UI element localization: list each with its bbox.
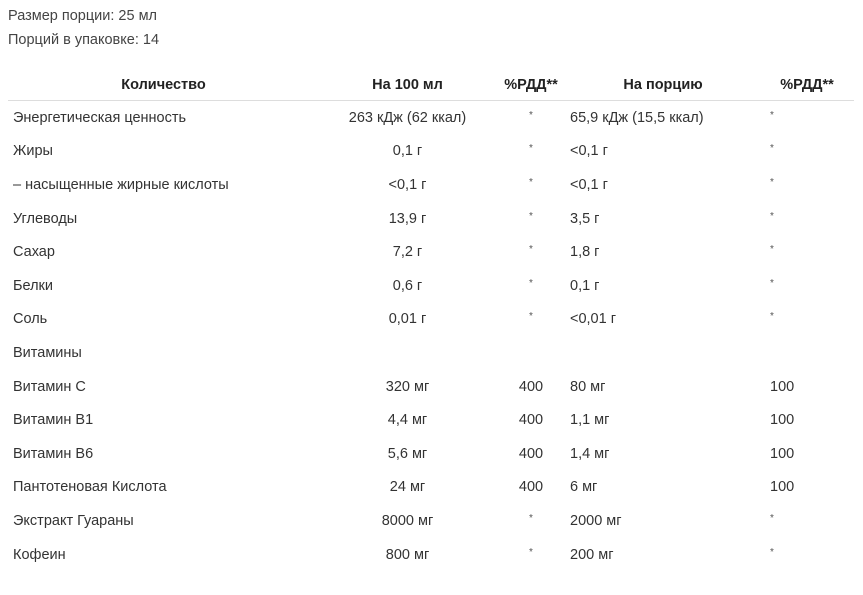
cell-per100 <box>319 336 496 370</box>
asterisk-mark: * <box>770 546 774 558</box>
cell-name: Витамин B6 <box>13 445 94 462</box>
table-row <box>8 235 854 269</box>
table-row <box>8 538 854 572</box>
cell-rdd-per100 <box>496 538 566 572</box>
cell-per100: 0,01 г <box>388 311 427 328</box>
cell-rdd-per100 <box>496 202 566 236</box>
table-row <box>8 437 854 471</box>
cell-rdd-serving <box>760 101 854 135</box>
cell-per100: 4,4 мг <box>387 412 428 429</box>
cell-rdd-serving <box>760 336 854 370</box>
cell-rdd-serving <box>760 135 854 169</box>
cell-rdd-serving <box>760 504 854 538</box>
cell-rdd-serving <box>760 269 854 303</box>
cell-rdd-per100 <box>496 168 566 202</box>
cell-rdd-serving: 100 <box>770 378 795 395</box>
table-row <box>8 303 854 337</box>
cell-per100: 263 кДж (62 ккал) <box>348 109 467 126</box>
cell-serving: <0,1 г <box>570 176 608 193</box>
cell-rdd-serving: 100 <box>770 412 795 429</box>
table-row <box>8 471 854 505</box>
cell-serving <box>566 336 760 370</box>
cell-per100: 24 мг <box>389 479 426 496</box>
cell-name: Пантотеновая Кислота <box>13 479 167 496</box>
nutrition-table <box>8 70 854 571</box>
asterisk-mark: * <box>770 512 774 524</box>
cell-per100: 0,6 г <box>392 277 423 294</box>
asterisk-mark: * <box>529 512 533 524</box>
asterisk-mark: * <box>529 311 533 323</box>
cell-rdd-per100 <box>496 135 566 169</box>
cell-name: Витамин B1 <box>13 412 94 429</box>
cell-name: Витамин C <box>13 378 86 395</box>
cell-rdd-serving <box>760 202 854 236</box>
cell-rdd-per100 <box>496 101 566 135</box>
cell-rdd-serving: 100 <box>770 445 795 462</box>
asterisk-mark: * <box>529 546 533 558</box>
cell-rdd-serving <box>760 303 854 337</box>
table-row <box>8 202 854 236</box>
column-header-rdd-per100: %РДД** <box>496 70 566 101</box>
table-row <box>8 370 854 404</box>
cell-per100: 5,6 мг <box>387 445 428 462</box>
cell-name: Экстракт Гуараны <box>13 512 134 529</box>
asterisk-mark: * <box>770 311 774 323</box>
cell-name: Витамины <box>13 344 82 361</box>
cell-serving: 65,9 кДж (15,5 ккал) <box>570 109 704 126</box>
cell-per100: <0,1 г <box>388 176 427 193</box>
cell-rdd-serving: 100 <box>770 479 795 496</box>
cell-rdd-per100 <box>496 269 566 303</box>
column-header-rdd-serving: %РДД** <box>760 70 854 101</box>
cell-serving: 80 мг <box>570 378 606 395</box>
cell-name: Белки <box>13 277 54 294</box>
asterisk-mark: * <box>770 109 774 121</box>
cell-per100: 13,9 г <box>388 210 427 227</box>
cell-serving: 1,1 мг <box>570 412 610 429</box>
cell-serving: 200 мг <box>570 546 614 563</box>
cell-name: Соль <box>13 311 48 328</box>
cell-serving: 6 мг <box>570 479 598 496</box>
table-row <box>8 168 854 202</box>
cell-serving: 1,8 г <box>570 244 600 261</box>
table-row <box>8 403 854 437</box>
serving-size: Размер порции: 25 мл <box>8 8 157 24</box>
cell-name: Сахар <box>13 244 55 261</box>
asterisk-mark: * <box>770 210 774 222</box>
cell-name: Кофеин <box>13 546 66 563</box>
cell-rdd-per100: 400 <box>518 479 544 496</box>
asterisk-mark: * <box>529 244 533 256</box>
cell-name: Углеводы <box>13 210 78 227</box>
cell-serving: <0,1 г <box>570 143 608 160</box>
column-header-name: Количество <box>8 70 319 101</box>
cell-per100: 0,1 г <box>392 143 423 160</box>
asterisk-mark: * <box>529 143 533 155</box>
cell-serving: 0,1 г <box>570 277 600 294</box>
asterisk-mark: * <box>529 277 533 289</box>
table-row <box>8 269 854 303</box>
asterisk-mark: * <box>529 109 533 121</box>
cell-rdd-per100: 400 <box>518 378 544 395</box>
table-row <box>8 504 854 538</box>
cell-serving: 2000 мг <box>570 512 622 529</box>
asterisk-mark: * <box>529 176 533 188</box>
cell-serving: 1,4 мг <box>570 445 610 462</box>
asterisk-mark: * <box>770 277 774 289</box>
cell-rdd-per100 <box>496 504 566 538</box>
cell-rdd-per100 <box>496 303 566 337</box>
table-row <box>8 135 854 169</box>
asterisk-mark: * <box>770 176 774 188</box>
cell-name: Энергетическая ценность <box>13 109 187 126</box>
cell-rdd-serving <box>760 168 854 202</box>
cell-rdd-per100 <box>496 235 566 269</box>
cell-per100: 8000 мг <box>381 512 434 529</box>
cell-per100: 7,2 г <box>392 244 423 261</box>
table-row <box>8 101 854 135</box>
asterisk-mark: * <box>770 143 774 155</box>
column-header-serving: На порцию <box>566 70 760 101</box>
cell-per100: 800 мг <box>385 546 430 563</box>
asterisk-mark: * <box>770 244 774 256</box>
cell-per100: 320 мг <box>385 378 430 395</box>
cell-serving: <0,01 г <box>570 311 617 328</box>
cell-rdd-serving <box>760 235 854 269</box>
cell-rdd-serving <box>760 538 854 572</box>
table-row <box>8 336 854 370</box>
cell-rdd-per100: 400 <box>518 445 544 462</box>
cell-rdd-per100 <box>496 336 566 370</box>
cell-name: – насыщенные жирные кислоты <box>13 176 229 193</box>
cell-name: Жиры <box>13 143 53 160</box>
column-header-per100: На 100 мл <box>319 70 496 101</box>
cell-rdd-per100: 400 <box>518 412 544 429</box>
table-header-row <box>8 70 854 101</box>
asterisk-mark: * <box>529 210 533 222</box>
servings-per-pack: Порций в упаковке: 14 <box>8 32 160 48</box>
cell-serving: 3,5 г <box>570 210 600 227</box>
